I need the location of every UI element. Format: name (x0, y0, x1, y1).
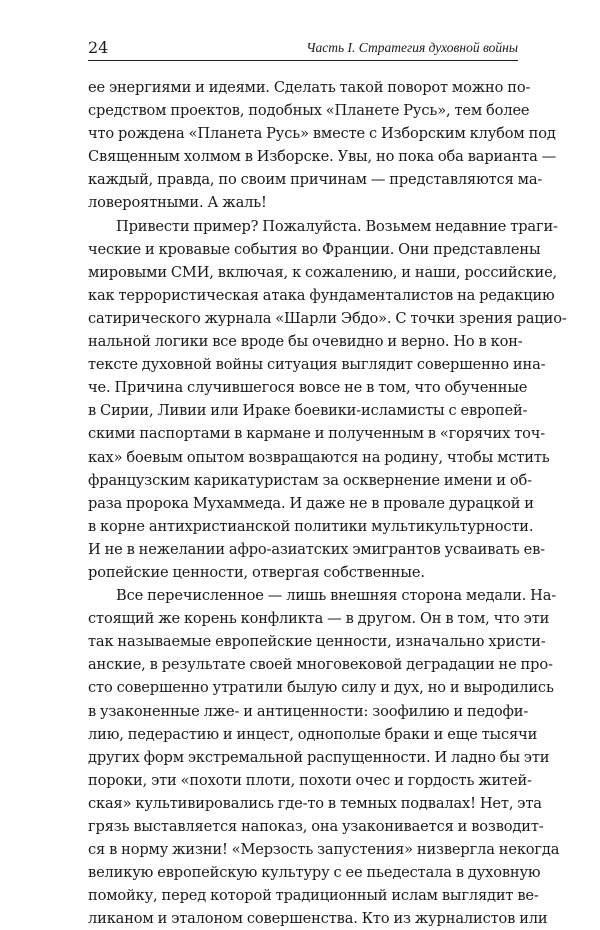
text-line: грязь выставляется напоказ, она узаконивается и возводит- (88, 818, 544, 835)
text-line: раза пророка Мухаммеда. И даже не в провале дурацкой и (88, 494, 534, 512)
text-line: И не в нежелании афро-азиатских эмигрантов усваивать ев- (88, 540, 545, 558)
text-line: ликаном и эталоном совершенства. Кто из журналистов или (88, 910, 548, 928)
text-line: средством проектов, подобных «Планете Русь», тем более (88, 102, 530, 120)
text-line: великую европейскую культуру с ее пьедестала в духовную (88, 864, 541, 882)
text-line: ская» культивировались где-то в темных подвалах! Нет, эта (88, 794, 542, 812)
text-line: ловероятными. А жаль! (88, 194, 267, 212)
paragraph (88, 215, 567, 585)
text-line: анские, в результате своей многовековой деградации не про- (88, 656, 553, 674)
text-line: че. Причина случившегося вовсе не в том, что обученные (88, 379, 528, 397)
text-line: тексте духовной войны ситуация выглядит совершенно ина- (88, 356, 546, 374)
text-line: каждый, правда, по своим причинам — представляются ма- (88, 171, 543, 189)
text-line: ее энергиями и идеями. Сделать такой поворот можно по- (88, 79, 531, 96)
text-line: Все перечисленное — лишь внешняя сторона медали. На- (116, 587, 557, 605)
text-line: как террористическая атака фундаменталистов на редакцию (88, 286, 555, 304)
text-line: сатирического журнала «Шарли Эбдо». С точки зрения рацио- (88, 309, 567, 327)
page-header (88, 34, 518, 61)
text-line: французским карикатуристам за осквернение имени и об- (88, 471, 532, 489)
page-number: 24 (88, 38, 109, 57)
text-line: помойку, перед которой традиционный ислам выглядит ве- (88, 887, 539, 905)
text-line: мировыми СМИ, включая, к сожалению, и наши, российские, (88, 263, 558, 281)
text-line: что рождена «Планета Русь» вместе с Изборским клубом под (88, 125, 556, 143)
text-line: пороки, эти «похоти плоти, похоти очес и гордость житей- (88, 771, 532, 789)
text-line: ся в норму жизни! «Мерзость запустения» низвергла некогда (88, 841, 560, 859)
text-line: в узаконенные лже- и антиценности: зоофилию и педофи- (88, 702, 529, 720)
paragraph (88, 584, 560, 930)
body-text (88, 76, 567, 930)
running-head: Часть I. Стратегия духовной войны (306, 40, 518, 55)
text-line: сто совершенно утратили былую силу и дух, но и выродились (88, 679, 554, 697)
text-line: скими паспортами в кармане и полученным в «горячих точ- (88, 425, 546, 443)
text-line: Священным холмом в Изборске. Увы, но пока оба варианта — (88, 148, 557, 166)
text-line: нальной логики все вроде бы очевидно и верно. Но в кон- (88, 333, 523, 351)
paragraph (88, 76, 557, 215)
text-line: так называемые европейские ценности, изначально христи- (88, 633, 546, 651)
text-line: в Сирии, Ливии или Ираке боевики-исламисты с европей- (88, 402, 528, 420)
text-line: в корне антихристианской политики мультикультурности. (88, 517, 534, 535)
text-line: лию, педерастию и инцест, однополые браки и еще тысячи (88, 725, 538, 743)
text-line: Привести пример? Пожалуйста. Возьмем недавние траги- (116, 217, 558, 235)
text-line: стоящий же корень конфликта — в другом. Он в том, что эти (88, 610, 550, 628)
text-line: ках» боевым опытом возвращаются на родину, чтобы мстить (88, 448, 550, 466)
text-line: ческие и кровавые события во Франции. Они представлены (88, 240, 541, 258)
text-line: других форм экстремальной распущенности. И ладно бы эти (88, 748, 550, 766)
text-line: ропейские ценности, отвергая собственные. (88, 563, 425, 581)
